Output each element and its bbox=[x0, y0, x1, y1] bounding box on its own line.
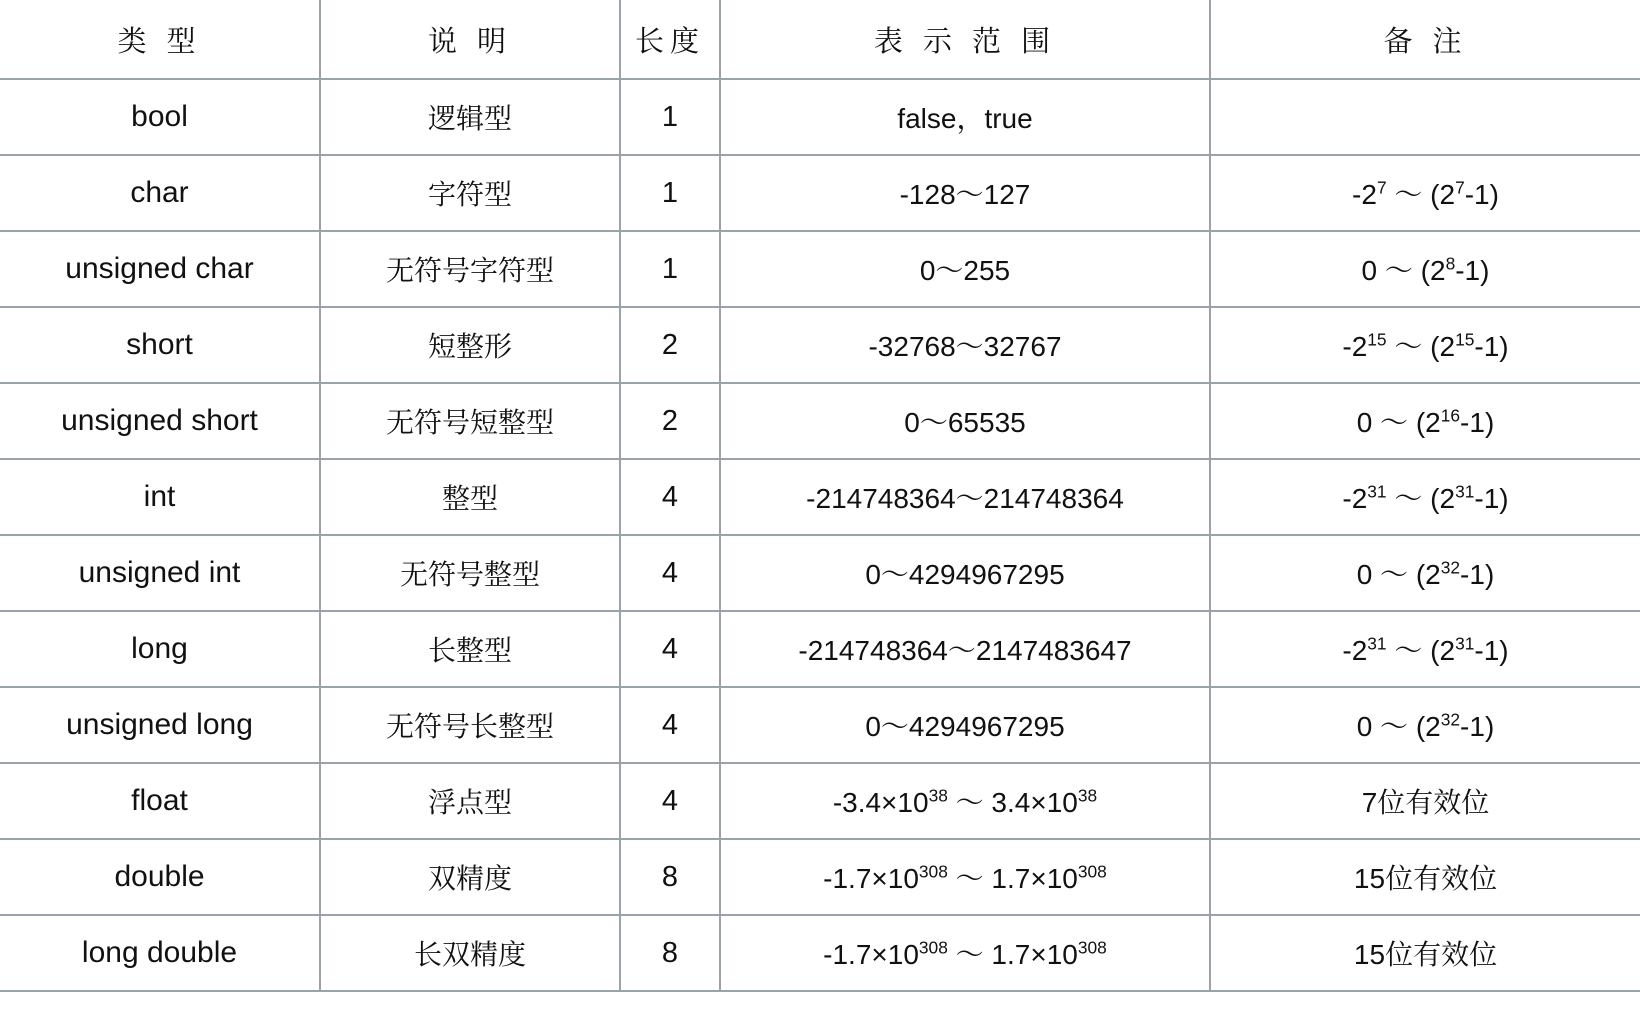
cell-type: float bbox=[0, 763, 320, 839]
note-mid: ～ (2 bbox=[1386, 635, 1456, 666]
cell-type: unsigned char bbox=[0, 231, 320, 307]
cell-type: double bbox=[0, 839, 320, 915]
table-row bbox=[0, 155, 1640, 231]
cell-length: 2 bbox=[620, 307, 720, 383]
note-mid: ～ (2 bbox=[1386, 483, 1456, 514]
note-prefix: 0 ～ (2 bbox=[1361, 255, 1446, 286]
table-row bbox=[0, 611, 1640, 687]
cell-type: char bbox=[0, 155, 320, 231]
cell-range: -214748364～2147483647 bbox=[720, 611, 1210, 687]
range-exponent-1: 38 bbox=[928, 785, 948, 806]
cell-description: 长双精度 bbox=[320, 915, 620, 991]
note-suffix: -1) bbox=[1460, 711, 1495, 742]
note-exponent-2: 8 bbox=[1445, 253, 1456, 274]
cell-note bbox=[1210, 307, 1640, 383]
note-suffix: -1) bbox=[1455, 255, 1490, 286]
cell-description: 逻辑型 bbox=[320, 79, 620, 155]
column-header-length: 长度 bbox=[620, 0, 720, 79]
table-header-row bbox=[0, 0, 1640, 79]
note-exponent-2: 32 bbox=[1440, 557, 1461, 578]
cell-description: 无符号字符型 bbox=[320, 231, 620, 307]
note-prefix: -2 bbox=[1342, 483, 1368, 514]
range-exponent-2: 308 bbox=[1077, 861, 1107, 882]
note-suffix: -1) bbox=[1474, 635, 1509, 666]
range-exponent-2: 38 bbox=[1077, 785, 1098, 806]
table-row bbox=[0, 915, 1640, 991]
cell-type: unsigned int bbox=[0, 535, 320, 611]
note-suffix: -1) bbox=[1460, 559, 1495, 590]
range-prefix: -3.4×10 bbox=[832, 787, 929, 818]
cell-note bbox=[1210, 383, 1640, 459]
cell-range: -128～127 bbox=[720, 155, 1210, 231]
range-exponent-1: 308 bbox=[918, 937, 948, 958]
cell-note: 7位有效位 bbox=[1210, 763, 1640, 839]
range-mid: ～ 3.4×10 bbox=[947, 787, 1078, 818]
column-header-note: 备 注 bbox=[1210, 0, 1640, 79]
cell-range bbox=[720, 763, 1210, 839]
cell-length: 8 bbox=[620, 915, 720, 991]
table-row bbox=[0, 307, 1640, 383]
cell-range: 0～4294967295 bbox=[720, 535, 1210, 611]
cell-type: unsigned long bbox=[0, 687, 320, 763]
column-header-range: 表 示 范 围 bbox=[720, 0, 1210, 79]
note-prefix: -2 bbox=[1352, 179, 1377, 210]
note-exponent-2: 32 bbox=[1440, 709, 1461, 730]
cell-range: 0～255 bbox=[720, 231, 1210, 307]
cell-note: 15位有效位 bbox=[1210, 915, 1640, 991]
cell-length: 4 bbox=[620, 687, 720, 763]
cell-length: 4 bbox=[620, 611, 720, 687]
cell-description: 浮点型 bbox=[320, 763, 620, 839]
cell-range bbox=[720, 915, 1210, 991]
cell-note bbox=[1210, 459, 1640, 535]
table-row bbox=[0, 535, 1640, 611]
range-prefix: -1.7×10 bbox=[823, 863, 919, 894]
note-exponent-1: 31 bbox=[1367, 633, 1387, 654]
cell-description: 无符号整型 bbox=[320, 535, 620, 611]
cell-range: -214748364～214748364 bbox=[720, 459, 1210, 535]
column-header-description: 说 明 bbox=[320, 0, 620, 79]
cell-note bbox=[1210, 611, 1640, 687]
cell-note bbox=[1210, 79, 1640, 155]
cell-description: 无符号长整型 bbox=[320, 687, 620, 763]
cell-length: 1 bbox=[620, 155, 720, 231]
cell-type: long bbox=[0, 611, 320, 687]
table-row bbox=[0, 687, 1640, 763]
table-header bbox=[0, 0, 1640, 79]
table-row bbox=[0, 763, 1640, 839]
range-exponent-2: 308 bbox=[1077, 937, 1107, 958]
note-exponent-2: 31 bbox=[1455, 633, 1475, 654]
note-prefix: 0 ～ (2 bbox=[1356, 711, 1441, 742]
cell-length: 1 bbox=[620, 231, 720, 307]
table-row bbox=[0, 79, 1640, 155]
range-mid: ～ 1.7×10 bbox=[947, 939, 1078, 970]
cell-type: bool bbox=[0, 79, 320, 155]
table-row bbox=[0, 231, 1640, 307]
note-exponent-1: 31 bbox=[1367, 481, 1387, 502]
cell-description: 无符号短整型 bbox=[320, 383, 620, 459]
cell-length: 1 bbox=[620, 79, 720, 155]
table-row bbox=[0, 459, 1640, 535]
note-prefix: -2 bbox=[1342, 331, 1368, 362]
table-row bbox=[0, 383, 1640, 459]
note-mid: ～ (2 bbox=[1386, 179, 1456, 210]
cell-type: unsigned short bbox=[0, 383, 320, 459]
cell-range: 0～65535 bbox=[720, 383, 1210, 459]
cell-description: 整型 bbox=[320, 459, 620, 535]
cell-range: -32768～32767 bbox=[720, 307, 1210, 383]
cell-length: 4 bbox=[620, 763, 720, 839]
cell-range bbox=[720, 839, 1210, 915]
cell-length: 4 bbox=[620, 459, 720, 535]
note-mid: ～ (2 bbox=[1386, 331, 1456, 362]
cell-type: long double bbox=[0, 915, 320, 991]
cell-length: 8 bbox=[620, 839, 720, 915]
range-exponent-1: 308 bbox=[918, 861, 948, 882]
cell-note bbox=[1210, 231, 1640, 307]
note-exponent-2: 15 bbox=[1455, 329, 1475, 350]
note-exponent-2: 16 bbox=[1440, 405, 1461, 426]
note-exponent-1: 15 bbox=[1367, 329, 1387, 350]
cell-note bbox=[1210, 155, 1640, 231]
cell-type: short bbox=[0, 307, 320, 383]
cell-length: 4 bbox=[620, 535, 720, 611]
table-body bbox=[0, 79, 1640, 991]
cell-range: 0～4294967295 bbox=[720, 687, 1210, 763]
note-suffix: -1) bbox=[1464, 179, 1499, 210]
note-exponent-2: 7 bbox=[1455, 177, 1465, 198]
note-suffix: -1) bbox=[1474, 331, 1509, 362]
note-prefix: 0 ～ (2 bbox=[1356, 559, 1441, 590]
cell-note bbox=[1210, 535, 1640, 611]
cell-note bbox=[1210, 687, 1640, 763]
note-suffix: -1) bbox=[1474, 483, 1509, 514]
range-prefix: -1.7×10 bbox=[823, 939, 919, 970]
table-row bbox=[0, 839, 1640, 915]
note-exponent-2: 31 bbox=[1455, 481, 1475, 502]
cell-description: 双精度 bbox=[320, 839, 620, 915]
note-prefix: 0 ～ (2 bbox=[1356, 407, 1441, 438]
cell-length: 2 bbox=[620, 383, 720, 459]
cell-note: 15位有效位 bbox=[1210, 839, 1640, 915]
cell-description: 字符型 bbox=[320, 155, 620, 231]
column-header-type: 类 型 bbox=[0, 0, 320, 79]
note-suffix: -1) bbox=[1460, 407, 1495, 438]
cell-type: int bbox=[0, 459, 320, 535]
cell-description: 短整形 bbox=[320, 307, 620, 383]
range-mid: ～ 1.7×10 bbox=[947, 863, 1078, 894]
cell-description: 长整型 bbox=[320, 611, 620, 687]
note-exponent-1: 7 bbox=[1376, 177, 1387, 198]
cell-range: false，true bbox=[720, 79, 1210, 155]
note-prefix: -2 bbox=[1342, 635, 1368, 666]
